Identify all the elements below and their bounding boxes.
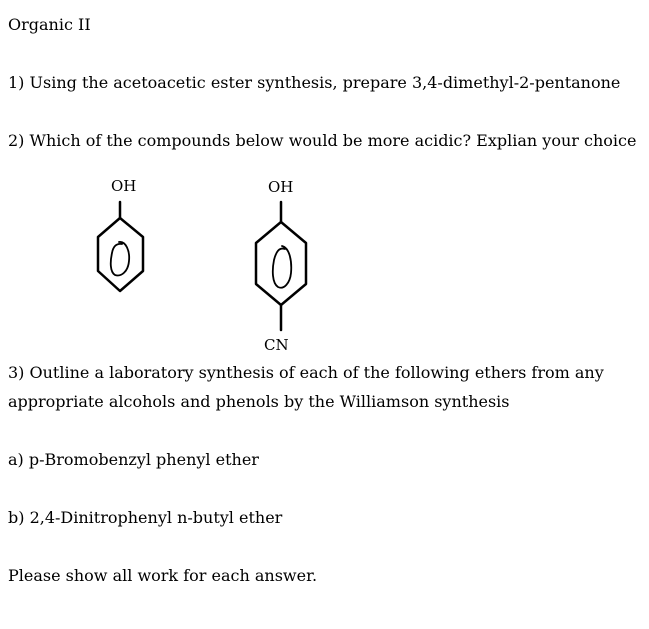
question-2: 2) Which of the compounds below would be more acidic? Explian your choice	[8, 131, 637, 150]
question-3-line-2: appropriate alcohols and phenols by the Williamson synthesis	[8, 392, 510, 411]
document-title: Organic II	[8, 15, 91, 34]
cyanophenol-benzene-ring	[256, 222, 306, 305]
phenol-aromatic-circle	[111, 242, 129, 276]
phenol-structure	[98, 202, 143, 291]
question-3-part-a: a) p-Bromobenzyl phenyl ether	[8, 450, 259, 469]
question-3-line-1: 3) Outline a laboratory synthesis of each of the following ethers from any	[8, 363, 604, 382]
cyanophenol-aromatic-circle	[273, 246, 291, 288]
cyanophenol-cn-label: CN	[264, 336, 289, 354]
question-1: 1) Using the acetoacetic ester synthesis, prepare 3,4-dimethyl-2-pentanone	[8, 73, 621, 92]
question-3-part-b: b) 2,4-Dinitrophenyl n-butyl ether	[8, 508, 283, 527]
cyanophenol-structure	[256, 202, 306, 330]
phenol-oh-label: OH	[111, 177, 137, 195]
closing-instruction: Please show all work for each answer.	[8, 566, 318, 585]
cyanophenol-oh-label: OH	[268, 178, 294, 196]
phenol-benzene-ring	[98, 218, 143, 291]
